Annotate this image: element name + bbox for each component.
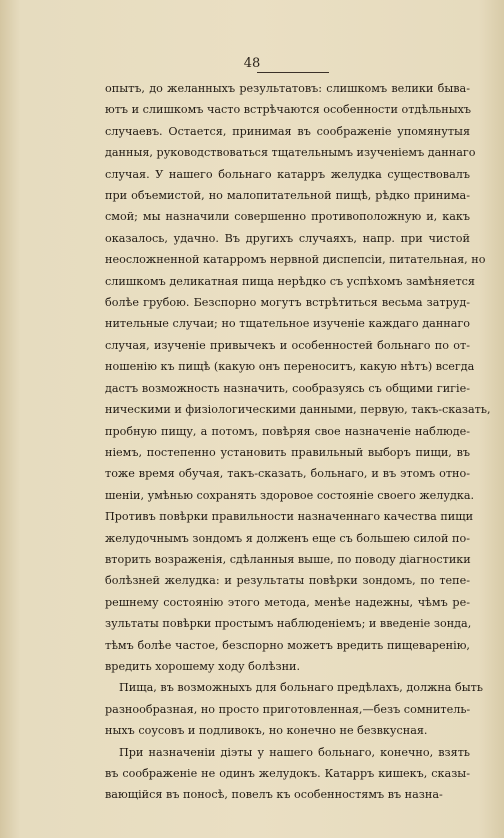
text-line: при объемистой, но малопитательной пищѣ, рѣдко принима- [105, 189, 470, 203]
text-line: вающійся въ поносѣ, повелъ къ особенностямъ въ назна- [105, 788, 443, 802]
body-text [105, 78, 491, 806]
text-line: вредить хорошему ходу болѣзни. [105, 659, 301, 673]
text-line: шеніи, умѣнью сохранять здоровое состояніе своего желудка. [105, 488, 475, 502]
text-line: неосложненной катарромъ нервной диспепсіи, питательная, но [105, 253, 486, 267]
text-line: въ соображеніе не одинъ желудокъ. Катарръ кишекъ, сказы- [105, 767, 470, 780]
page-number: 48 [243, 56, 261, 71]
text-line: разнообразная, но просто приготовленная,—безъ сомнитель- [105, 702, 471, 716]
text-line: Пища, въ возможныхъ для больнаго предѣлахъ, должна быть [119, 681, 483, 695]
text-line: дастъ возможность назначить, сообразуясь съ общими гигіе- [105, 381, 470, 395]
text-line: пробную пищу, а потомъ, повѣряя свое назначеніе наблюде- [105, 424, 470, 438]
text-line: тѣмъ болѣе частое, безспорно можетъ вредить пищеваренію, [105, 638, 470, 652]
text-line: оказалось, удачно. Въ другихъ случаяхъ, напр. при чистой [105, 231, 470, 245]
text-line: зультаты повѣрки простымъ наблюденіемъ; и введеніе зонда, [105, 617, 472, 631]
paragraph-1 [105, 78, 491, 677]
text-line: болѣе грубою. Безспорно могутъ встрѣтиться весьма затруд- [105, 296, 470, 310]
paragraph-2 [105, 677, 483, 741]
text-line: тоже время обучая, такъ-сказать, больнаго, и въ этомъ отно- [105, 467, 470, 481]
text-line: решнему состоянію этого метода, менѣе надежны, чѣмъ ре- [105, 595, 470, 609]
text-line: ническими и физіологическими данными, первую, такъ-сказать, [105, 403, 491, 417]
paragraph-3 [105, 742, 470, 806]
text-line: болѣзней желудка: и результаты повѣрки зондомъ, по тепе- [105, 574, 470, 588]
header-rule [257, 72, 329, 73]
text-line: случая, изученіе привычекъ и особенностей больнаго по от- [105, 338, 470, 352]
text-line: нительные случаи; но тщательное изученіе каждаго даннаго [105, 317, 470, 331]
text-line: желудочнымъ зондомъ я долженъ еще съ большею силой по- [105, 531, 470, 545]
text-line: опытъ, до желанныхъ результатовъ: слишкомъ велики быва- [105, 82, 470, 95]
text-line: При назначеніи діэты у нашего больнаго, конечно, взять [119, 745, 470, 759]
text-line: ныхъ соусовъ и подливокъ, но конечно не безвкусная. [105, 724, 428, 738]
text-line: случаевъ. Остается, принимая въ соображеніе упомянутыя [105, 124, 470, 138]
text-line: ніемъ, постепенно установить правильный выборъ пищи, въ [105, 445, 470, 459]
text-line: ютъ и слишкомъ часто встрѣчаются особенности отдѣльныхъ [105, 103, 472, 117]
text-line: смой; мы назначили совершенно противоположную и, какъ [105, 210, 470, 224]
text-line: Противъ повѣрки правильности назначеннаго качества пищи [105, 510, 474, 524]
text-line: ношенію къ пищѣ (какую онъ переноситъ, какую нѣтъ) всегда [105, 360, 475, 374]
text-line: вторить возраженія, сдѣланныя выше, по поводу діагностики [105, 552, 471, 566]
text-line: слишкомъ деликатная пища нерѣдко съ успѣхомъ замѣняется [105, 274, 475, 288]
text-line: данныя, руководствоваться тщательнымъ изученіемъ даннаго [105, 146, 476, 160]
text-line: случая. У нашего больнаго катарръ желудка существовалъ [105, 167, 470, 181]
